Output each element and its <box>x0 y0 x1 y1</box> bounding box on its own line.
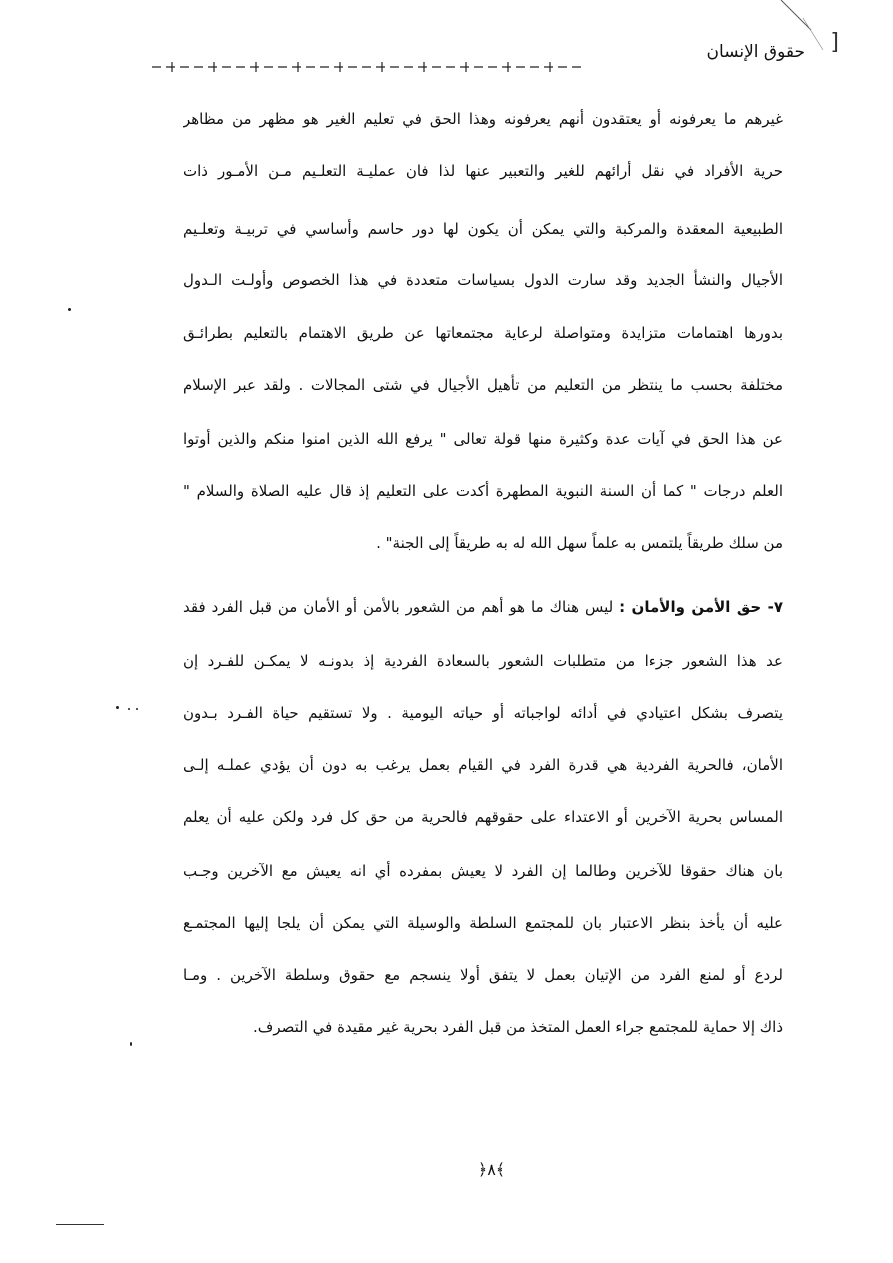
scan-speck <box>116 706 119 709</box>
paragraph-line: عليه أن يأخذ بنظر الاعتبار بان للمجتمع السلطة والوسيلة التي يمكن أن يلجا إليها المجتمـع <box>183 914 783 932</box>
paragraph-line: لردع أو لمنع الفرد من الإتيان بعمل لا يتفق أولا ينسجم مع حقوق وسلطة الآخرين . ومـا <box>183 966 783 984</box>
bottom-margin-rule <box>56 1224 104 1225</box>
header-bracket-mark: ] <box>830 30 839 55</box>
paragraph-line: بان هناك حقوقا للآخرين وطالما إن الفرد لا يعيش بمفرده أي انه يعيش مع الآخرين وجـب <box>183 862 783 880</box>
paragraph-line: العلم درجات " كما أن السنة النبوية المطهرة أكدت على التعليم إذ قال عليه الصلاة والسلام " <box>183 482 783 500</box>
header-dashed-rule <box>152 58 692 76</box>
paragraph-line: غيرهم ما يعرفونه أو يعتقدون أنهم يعرفونه وهذا الحق في تعليم الغير هو مظهر من مظاهر <box>183 110 783 128</box>
section-first-line <box>183 592 783 622</box>
paragraph-line: عد هذا الشعور جزءا من متطلبات الشعور بالسعادة الفردية إذ بدونـه لا يمكـن للفـرد إن <box>183 652 783 670</box>
scan-speck <box>128 708 130 710</box>
paragraph-line: بدورها اهتمامات متزايدة ومتواصلة لرعاية مجتمعاتها عن طريق الاهتمام بالتعليم بطرائـق <box>183 324 783 342</box>
paragraph-line: الأمان، فالحرية الفردية هي قدرة الفرد في القيام بعمل يرغب به دون أن يؤدي عملـه إلـى <box>183 756 783 774</box>
paragraph-line: الأجيال والنشأ الجديد وقد سارت الدول بسياسات متعددة في هذا الخصوص وأولـت الـدول <box>183 271 783 289</box>
section-first-line-text: ليس هناك ما هو أهم من الشعور بالأمن أو الأمان من قبل الفرد فقد <box>183 598 614 616</box>
paragraph-line: من سلك طريقاً يلتمس به علماً سهل الله له به طريقاً إلى الجنة" . <box>376 534 783 552</box>
paragraph-line: ذاك إلا حماية للمجتمع جراء العمل المتخذ من قبل الفرد بحرية غير مقيدة في التصرف. <box>253 1018 783 1036</box>
running-header-title: حقوق الإنسان <box>706 42 805 62</box>
page-number: ﴿٨﴾ <box>477 1160 506 1179</box>
paragraph-line: عن هذا الحق في آيات عدة وكثيرة منها قولة تعالى " يرفع الله الذين امنوا منكم والذين أوتوا <box>183 430 783 448</box>
paragraph-line: الطبيعية المعقدة والمركبة والتي يمكن أن يكون لها دور حاسم وأساسي في تربيـة وتعلـيم <box>183 220 783 238</box>
paragraph-line: حرية الأفراد في نقل أرائهم للغير والتعبير عنها لذا فان عمليـة التعلـيم مـن الأمـور ذات <box>183 162 783 180</box>
paragraph-line: يتصرف بشكل اعتيادي في أدائه لواجباته أو حياته اليومية . ولا تستقيم حياة الفـرد بـدون <box>183 704 783 722</box>
paragraph-line: المساس بحرية الآخرين أو الاعتداء على حقوقهم فالحرية من حق كل فرد ولكن عليه أن يعلم <box>183 808 783 826</box>
paragraph-line: مختلفة بحسب ما ينتظر من التعليم من تأهيل الأجيال في شتى المجالات . ولقد عبر الإسلام <box>183 376 783 394</box>
section-heading: ٧- حق الأمن والأمان : <box>619 598 783 616</box>
scan-speck <box>130 1042 132 1046</box>
scan-speck <box>136 708 138 710</box>
scan-speck <box>68 308 71 311</box>
